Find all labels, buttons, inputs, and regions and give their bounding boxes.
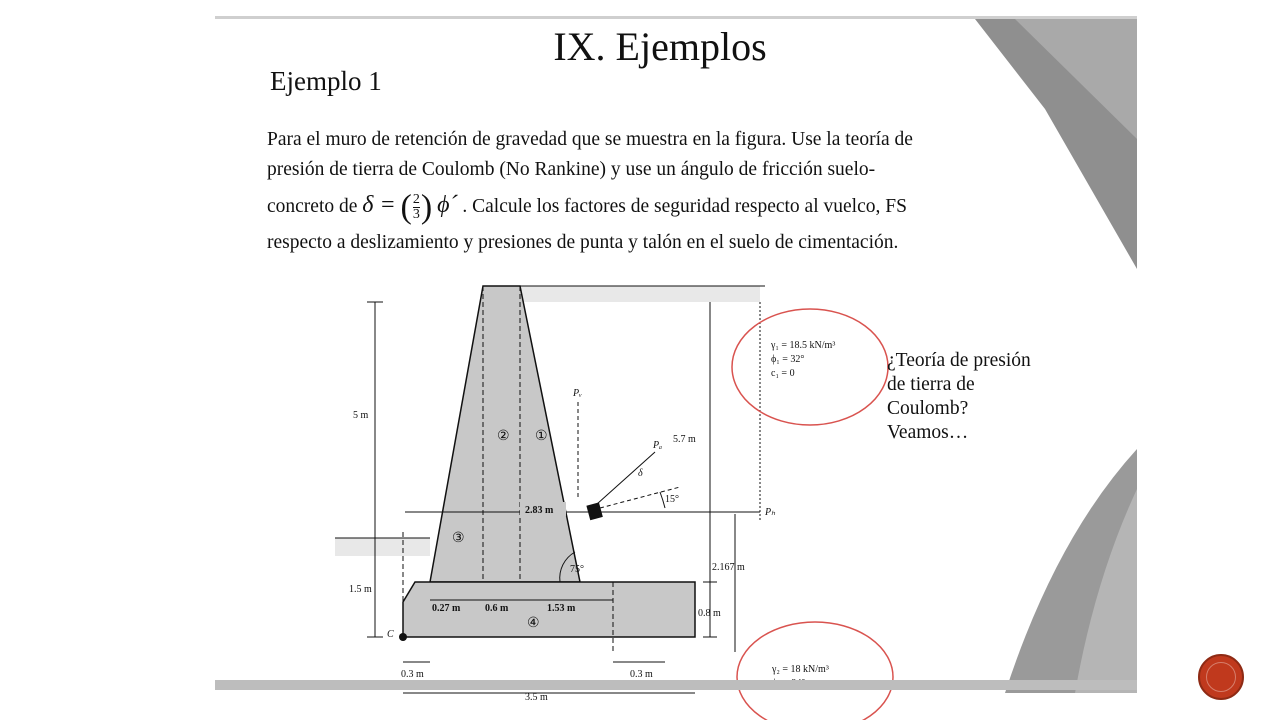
pa-label: Pₐ xyxy=(653,440,663,451)
question-line-3: Coulomb? xyxy=(887,398,969,419)
width-3-5m: 3.5 m xyxy=(525,692,548,703)
angle-75: 75° xyxy=(570,564,584,575)
slide-image xyxy=(215,16,1137,703)
width-1-53m: 1.53 m xyxy=(547,603,576,614)
soil1-gamma: γ₁ = 18.5 kN/m³ xyxy=(771,340,836,351)
width-0-6m: 0.6 m xyxy=(485,603,509,614)
height-5m: 5 m xyxy=(353,410,369,421)
soil1-phi: ϕ₁ = 32° xyxy=(771,354,805,365)
problem-line-2: presión de tierra de Coulomb (No Rankine) y use un ángulo de fricción suelo- xyxy=(267,159,876,180)
line3-suffix: . Calcule los factores de seguridad respecto al vuelco, FS xyxy=(462,196,907,217)
phi-symbol: ϕ´ xyxy=(437,192,458,218)
zone-4: ④ xyxy=(527,616,540,631)
pv-label: Pᵥ xyxy=(573,388,582,399)
next-slide-button[interactable] xyxy=(1198,654,1244,700)
height-0-8m: 0.8 m xyxy=(698,608,721,619)
fraction xyxy=(413,193,420,222)
line3-prefix: concreto de xyxy=(267,196,358,217)
zone-2: ② xyxy=(497,429,510,444)
point-c-label: C xyxy=(387,629,394,640)
delta-symbol: δ = xyxy=(362,192,396,218)
question-line-1: ¿Teoría de presión xyxy=(887,350,1031,371)
question-line-2: de tierra de xyxy=(887,374,975,395)
example-subtitle: Ejemplo 1 xyxy=(270,66,382,96)
width-0-27m: 0.27 m xyxy=(432,603,461,614)
question-line-4: Veamos… xyxy=(887,422,969,443)
problem-statement xyxy=(267,125,1057,258)
soil2-gamma: γ₂ = 18 kN/m³ xyxy=(772,664,829,675)
zone-3: ③ xyxy=(452,531,465,546)
arm-2-83m: 2.83 m xyxy=(525,505,554,516)
problem-line-3 xyxy=(267,185,1057,228)
toe-point-c xyxy=(399,633,407,641)
problem-line-4: respecto a deslizamiento y presiones de punta y talón en el suelo de cimentación. xyxy=(267,231,899,253)
fraction-denominator: 3 xyxy=(412,207,420,223)
fraction-numerator: 2 xyxy=(412,192,420,208)
zone-1: ① xyxy=(535,429,548,444)
backfill-soil xyxy=(485,286,760,302)
retaining-wall-figure xyxy=(335,282,855,703)
angle-delta: δ xyxy=(638,468,643,479)
ph-label: Pₕ xyxy=(765,507,776,518)
force-application-point xyxy=(586,502,602,520)
close-paren: ) xyxy=(420,188,433,226)
angle-15: 15° xyxy=(665,494,679,505)
slide-bottom-bar xyxy=(215,680,1137,690)
height-2-167m: 2.167 m xyxy=(712,562,745,573)
width-0-3m-left: 0.3 m xyxy=(401,669,424,680)
problem-line-1: Para el muro de retención de gravedad que se muestra en la figura. Use la teoría de xyxy=(267,129,913,150)
height-5-7m: 5.7 m xyxy=(673,434,696,445)
slide-title: IX. Ejemplos xyxy=(553,24,767,69)
coulomb-question xyxy=(887,349,1031,445)
soil1-cohesion: c₁ = 0 xyxy=(771,368,795,379)
front-soil xyxy=(335,538,430,556)
height-1-5m: 1.5 m xyxy=(349,584,372,595)
width-0-3m-right: 0.3 m xyxy=(630,669,653,680)
open-paren: ( xyxy=(400,188,412,226)
